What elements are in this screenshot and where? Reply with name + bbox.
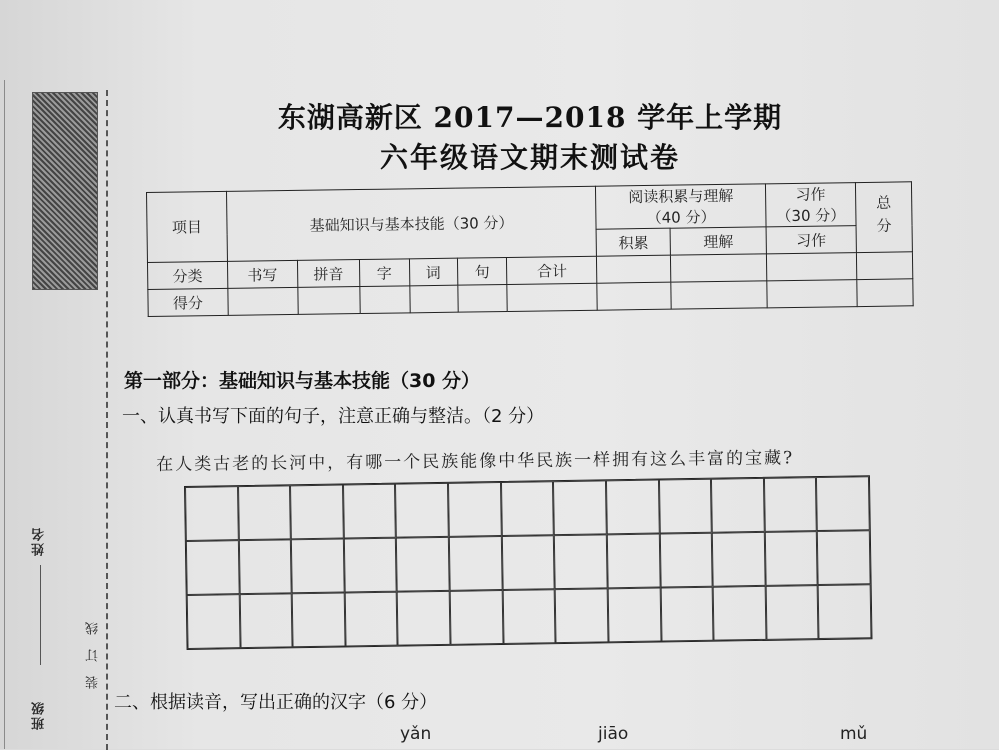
group-writing-line2: （30 分） bbox=[776, 206, 846, 226]
grid-cell[interactable] bbox=[238, 485, 291, 540]
category-character: 字 bbox=[359, 259, 409, 287]
blank-cell bbox=[856, 252, 912, 280]
score-cell[interactable] bbox=[507, 283, 597, 311]
category-pinyin: 拼音 bbox=[297, 260, 359, 288]
grid-cell[interactable] bbox=[344, 538, 397, 593]
grid-cell[interactable] bbox=[713, 586, 766, 641]
score-cell[interactable] bbox=[671, 281, 767, 309]
score-cell[interactable] bbox=[597, 282, 671, 310]
binding-dashed-line bbox=[106, 90, 108, 750]
blank-cell bbox=[766, 253, 856, 281]
grid-cell[interactable] bbox=[185, 486, 238, 541]
grid-cell[interactable] bbox=[554, 534, 607, 589]
row-header-item: 项目 bbox=[147, 191, 228, 262]
grid-cell[interactable] bbox=[238, 539, 291, 594]
class-label: 班级 bbox=[32, 700, 47, 730]
category-writing: 习作 bbox=[766, 226, 856, 254]
group-writing-line1: 习作 bbox=[795, 185, 826, 204]
grid-cell[interactable] bbox=[187, 594, 240, 649]
name-blank-line bbox=[40, 565, 41, 665]
grid-cell[interactable] bbox=[765, 585, 818, 640]
grid-cell[interactable] bbox=[502, 535, 555, 590]
grid-cell[interactable] bbox=[608, 588, 661, 643]
grid-cell[interactable] bbox=[291, 538, 344, 593]
name-label: 姓名 bbox=[32, 526, 47, 556]
row-header-score: 得分 bbox=[148, 288, 228, 316]
grid-cell[interactable] bbox=[502, 589, 555, 644]
grid-cell[interactable] bbox=[449, 536, 502, 591]
binding-hatch-block bbox=[32, 92, 98, 290]
grid-cell[interactable] bbox=[239, 593, 292, 648]
grid-cell[interactable] bbox=[450, 590, 503, 645]
grid-cell[interactable] bbox=[397, 591, 450, 646]
grid-cell[interactable] bbox=[764, 477, 817, 532]
writing-grid[interactable] bbox=[184, 475, 872, 650]
grid-cell[interactable] bbox=[395, 483, 448, 538]
score-cell[interactable] bbox=[228, 287, 298, 315]
grid-cell[interactable] bbox=[658, 479, 711, 534]
grid-cell[interactable] bbox=[818, 584, 871, 639]
seal-line-label: 装订线 bbox=[86, 608, 101, 689]
grid-cell[interactable] bbox=[186, 540, 239, 595]
grid-cell[interactable] bbox=[448, 482, 501, 537]
category-subtotal: 合计 bbox=[507, 256, 597, 284]
category-word: 词 bbox=[409, 258, 457, 286]
q1-heading: 一、认真书写下面的句子，注意正确与整洁。（2 分） bbox=[122, 406, 545, 427]
grid-cell[interactable] bbox=[765, 531, 818, 586]
grid-cell[interactable] bbox=[292, 592, 345, 647]
score-cell[interactable] bbox=[409, 285, 457, 313]
q1-sentence: 在人类古老的长河中，有哪一个民族能像中华民族一样拥有这么丰富的宝藏? bbox=[156, 448, 795, 475]
grid-cell[interactable] bbox=[555, 588, 608, 643]
grid-cell[interactable] bbox=[345, 592, 398, 647]
group-basic-skills: 基础知识与基本技能（30 分） bbox=[226, 186, 596, 261]
grid-cell[interactable] bbox=[660, 587, 713, 642]
score-cell[interactable] bbox=[457, 284, 507, 312]
group-reading bbox=[596, 184, 766, 229]
category-accumulation: 积累 bbox=[596, 228, 670, 256]
grid-cell[interactable] bbox=[396, 537, 449, 592]
category-sentence: 句 bbox=[457, 257, 507, 285]
grid-cell[interactable] bbox=[659, 533, 712, 588]
grid-cell[interactable] bbox=[343, 484, 396, 539]
blank-cell bbox=[671, 254, 767, 282]
part1-heading: 第一部分：基础知识与基本技能（30 分） bbox=[124, 370, 481, 392]
category-handwriting: 书写 bbox=[227, 260, 297, 288]
grid-cell[interactable] bbox=[501, 481, 554, 536]
paper-edge-line bbox=[4, 80, 5, 749]
total-score-header: 总分 bbox=[855, 182, 912, 253]
score-cell[interactable] bbox=[360, 286, 410, 314]
grid-cell[interactable] bbox=[553, 480, 606, 535]
exam-title-line1: 东湖高新区 2017—2018 学年上学期 bbox=[277, 101, 783, 134]
grid-cell[interactable] bbox=[711, 478, 764, 533]
q2-heading: 二、根据读音，写出正确的汉字（6 分） bbox=[114, 692, 438, 713]
pinyin-1: yǎn bbox=[400, 724, 432, 744]
row-header-category: 分类 bbox=[147, 261, 227, 289]
score-cell[interactable] bbox=[298, 287, 360, 315]
grid-cell[interactable] bbox=[606, 480, 659, 535]
pinyin-2: jiāo bbox=[598, 724, 629, 744]
score-cell[interactable] bbox=[767, 280, 857, 308]
score-table bbox=[146, 181, 914, 317]
group-writing bbox=[765, 183, 855, 227]
group-reading-line2: （40 分） bbox=[646, 208, 716, 228]
exam-title-line2: 六年级语文期末测试卷 bbox=[379, 141, 680, 174]
grid-cell[interactable] bbox=[712, 532, 765, 587]
grid-cell[interactable] bbox=[290, 485, 343, 540]
score-cell[interactable] bbox=[857, 279, 913, 307]
grid-cell[interactable] bbox=[816, 476, 869, 531]
blank-cell bbox=[597, 255, 671, 283]
group-reading-line1: 阅读积累与理解 bbox=[628, 186, 734, 207]
category-comprehension: 理解 bbox=[670, 227, 766, 255]
grid-cell[interactable] bbox=[817, 530, 870, 585]
pinyin-3: mǔ bbox=[840, 724, 868, 744]
grid-cell[interactable] bbox=[607, 534, 660, 589]
